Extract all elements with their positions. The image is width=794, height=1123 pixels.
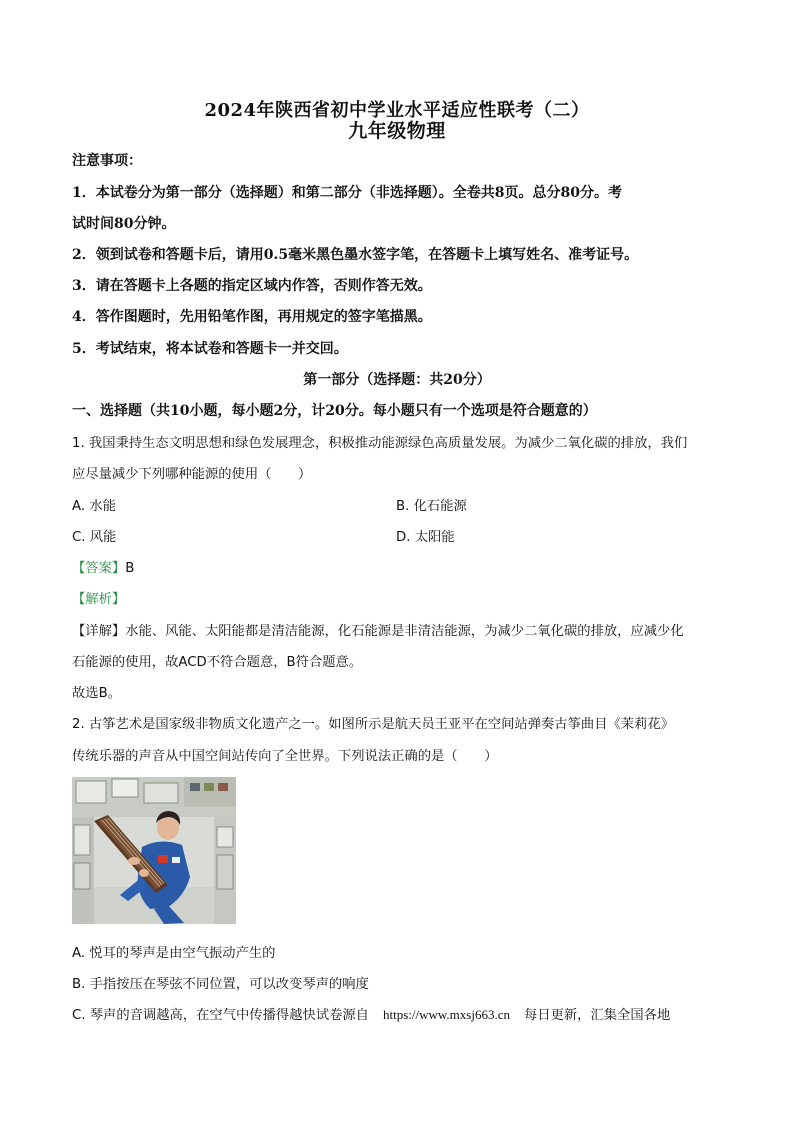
q2-stem-line-2: 传统乐器的声音从中国空间站传向了全世界。下列说法正确的是（ ） (72, 749, 498, 764)
notice-item-2: 2．领到试卷和答题卡后，请用0.5毫米黑色墨水签字笔，在答题卡上填写姓名、准考证号。 (72, 247, 639, 263)
section-heading: 一、选择题（共10小题，每小题2分，计20分。每小题只有一个选项是符合题意的） (72, 403, 597, 419)
answer-value: B (125, 561, 135, 576)
q1-answer (72, 557, 134, 576)
q2-option-c-line (72, 1004, 670, 1023)
analysis-tag: 【解析】 (72, 592, 126, 607)
notice-item-5: 5．考试结束，将本试卷和答题卡一并交回。 (72, 341, 348, 357)
q2-option-c: C. 琴声的音调越高，在空气中传播得越快试卷源自 (72, 1008, 369, 1023)
answer-tag: 【答案】 (72, 561, 126, 576)
q2-option-a: A. 悦耳的琴声是由空气振动产生的 (72, 946, 276, 961)
source-note: 每日更新，汇集全国各地 (523, 1008, 671, 1023)
detail-text-1: 水能、风能、太阳能都是清洁能源，化石能源是非清洁能源，为减少二氧化碳的排放，应减少化 (125, 624, 684, 639)
notice-item-1-line-1: 1．本试卷分为第一部分（选择题）和第二部分（非选择题）。全卷共8页。总分80分。考 (72, 185, 622, 201)
q2-option-b: B. 手指按压在琴弦不同位置，可以改变琴声的响度 (72, 977, 369, 992)
q1-option-b: B. 化石能源 (396, 499, 467, 514)
source-url-link[interactable]: https://www.mxsj663.cn (382, 1007, 510, 1022)
q1-option-a: A. 水能 (72, 499, 116, 514)
q1-option-d: D. 太阳能 (396, 530, 455, 545)
q2-stem-line-1: 2. 古筝艺术是国家级非物质文化遗产之一。如图所示是航天员王亚平在空间站弹奏古筝曲目《茉莉花》 (72, 717, 674, 732)
q1-detail-line-2: 石能源的使用，故ACD不符合题意，B符合题意。 (72, 655, 363, 670)
notice-item-4: 4．答作图题时，先用铅笔作图，再用规定的签字笔描黑。 (72, 309, 432, 325)
q1-option-c: C. 风能 (72, 530, 117, 545)
notice-heading: 注意事项： (72, 153, 142, 169)
q1-stem-line-1: 1. 我国秉持生态文明思想和绿色发展理念，积极推动能源绿色高质量发展。为减少二氧化碳的排放，我们 (72, 436, 688, 451)
part1-heading: 第一部分（选择题：共20分） (303, 372, 491, 388)
q1-conclusion: 故选B。 (72, 686, 122, 701)
astronaut-guzheng-photo (72, 777, 236, 924)
exam-title: 2024年陕西省初中学业水平适应性联考（二） (204, 100, 590, 121)
exam-subtitle: 九年级物理 (348, 120, 446, 142)
photo-illustration (72, 777, 236, 924)
q1-detail-line-1 (72, 620, 684, 639)
notice-item-3: 3．请在答题卡上各题的指定区域内作答，否则作答无效。 (72, 278, 432, 294)
notice-item-1-line-2: 试时间80分钟。 (72, 216, 176, 232)
detail-tag: 【详解】 (72, 624, 126, 639)
q1-stem-line-2: 应尽量减少下列哪种能源的使用（ ） (72, 467, 312, 482)
